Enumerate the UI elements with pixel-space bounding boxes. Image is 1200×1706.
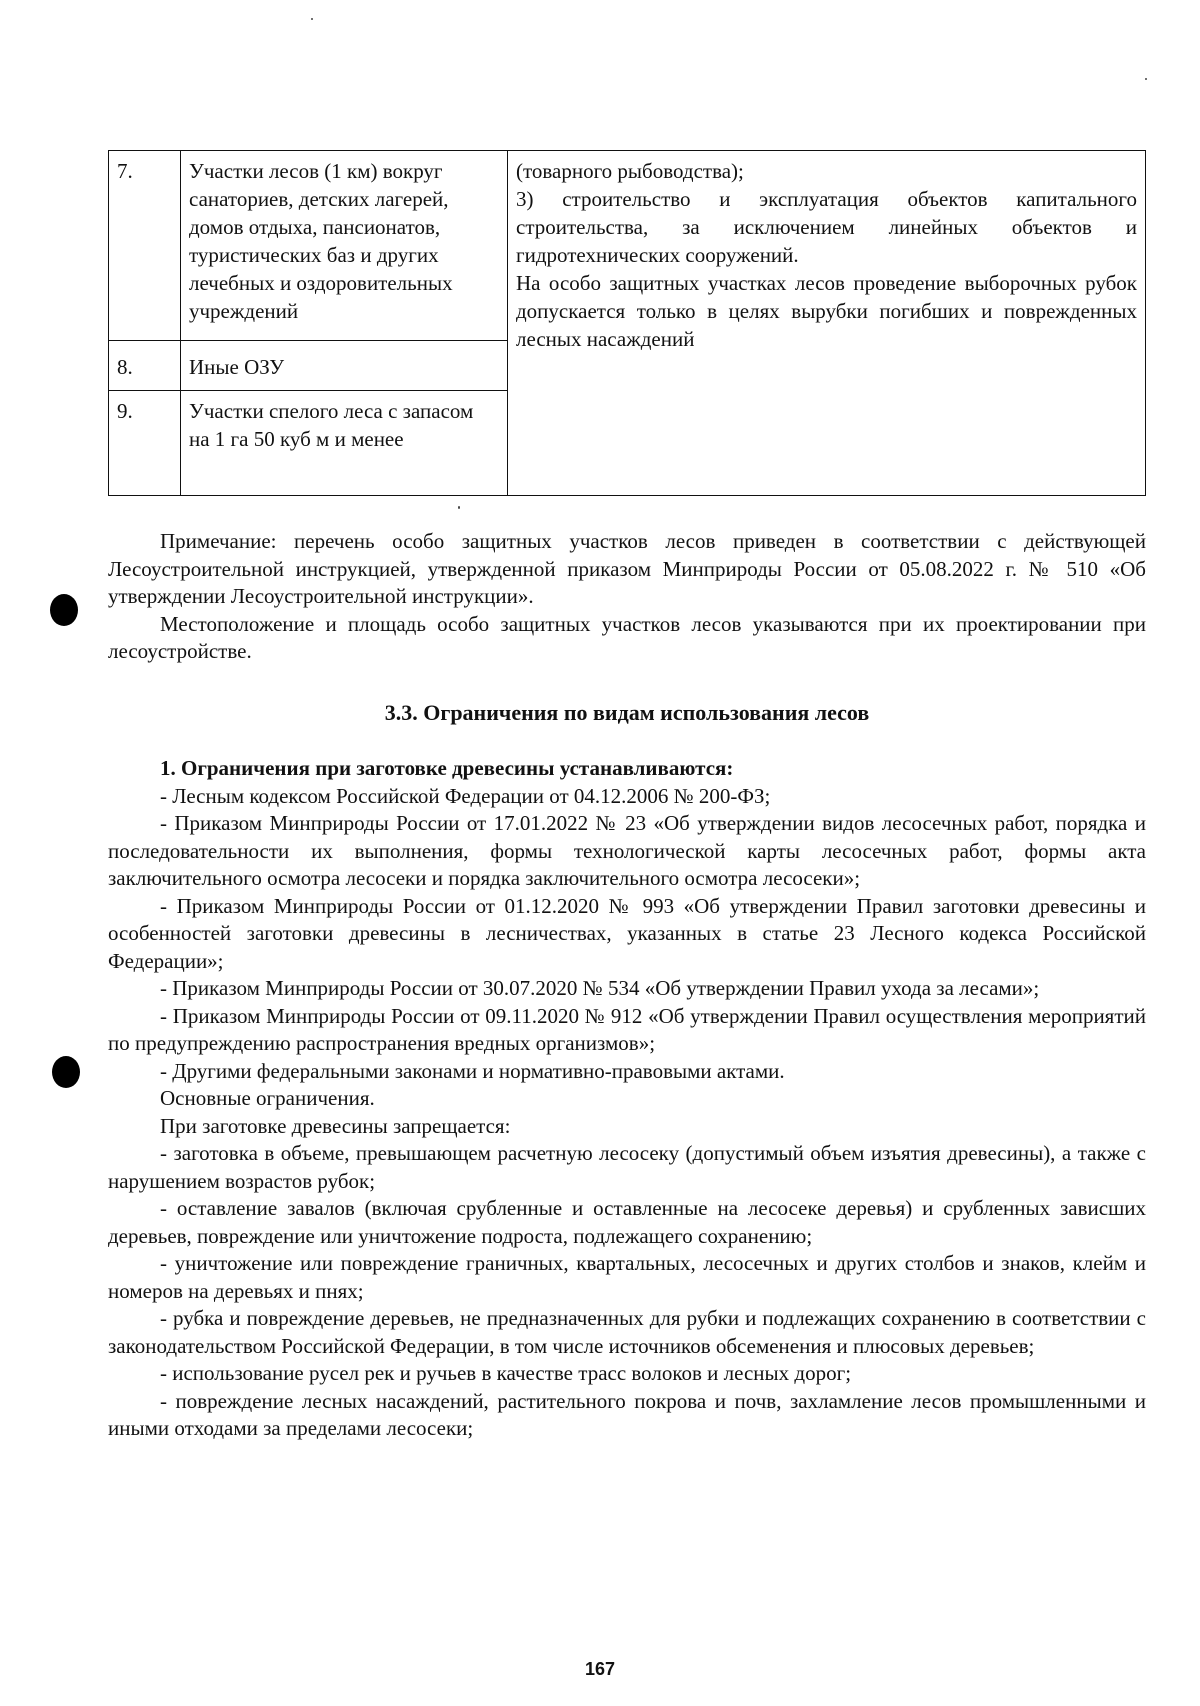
body-paragraph: - Приказом Минприроды России от 09.11.2020 № 912 «Об утверждении Правил осуществления мероприятий по предупреждению распространения вредных организмов»;	[108, 1003, 1146, 1055]
body-paragraph: - Приказом Минприроды России от 30.07.2020 № 534 «Об утверждении Правил ухода за лесами»;	[160, 976, 1040, 1000]
desc-line: На особо защитных участках лесов проведение выборочных рубок допускается только в целях вырубки погибших и поврежденных лесных насаждений	[516, 271, 1137, 351]
body-paragraph: - уничтожение или повреждение граничных, квартальных, лесосечных и других столбов и знаков, клейм и номеров на деревьях и пнях;	[108, 1251, 1146, 1303]
body-paragraph: - Лесным кодексом Российской Федерации от 04.12.2006 № 200-ФЗ;	[160, 783, 771, 808]
body-paragraph: - оставление завалов (включая срубленные и оставленные на лесосеке деревья) и срубленных зависших деревьев, повреждение или уничтожение подроста, подлежащего сохранению;	[108, 1196, 1146, 1248]
body-paragraph: - Приказом Минприроды России от 17.01.2022 № 23 «Об утверждении видов лесосечных работ, порядка и последовательности их выполнения, формы технологической карты лесосечных работ, формы акта заключительного осмотра лесосеки и порядка заключительного осмотра лесосеки»;	[108, 811, 1146, 890]
note-block	[108, 528, 1146, 666]
body-paragraph: При заготовке древесины запрещается:	[160, 1113, 511, 1138]
body-paragraph: - Другими федеральными законами и нормативно-правовыми актами.	[160, 1058, 785, 1083]
body-paragraph: - рубка и повреждение деревьев, не предназначенных для рубки и подлежащих сохранению в соответствии с законодательством Российской Федерации, в том числе источников обсеменения и плюсовых деревьев;	[108, 1306, 1146, 1358]
row-name: Участки спелого леса с запасом на 1 га 50 куб м и менее	[181, 391, 508, 496]
body-paragraph: - повреждение лесных насаждений, растительного покрова и почв, захламление лесов промышленными и иными отходами за пределами лесосеки;	[108, 1388, 1146, 1440]
section-body	[108, 755, 1146, 1443]
ozu-table	[108, 150, 1146, 496]
subsection-heading: 1. Ограничения при заготовке древесины устанавливаются:	[160, 756, 734, 780]
row-name: Участки лесов (1 км) вокруг санаториев, детских лагерей, домов отдыха, пансионатов, туристических баз и других лечебных и оздоровительных учреждений	[181, 151, 508, 341]
body-paragraph: Основные ограничения.	[160, 1086, 375, 1110]
punch-hole-mark	[52, 1056, 80, 1088]
body-paragraph: - использование русел рек и ручьев в качестве трасс волоков и лесных дорог;	[160, 1361, 852, 1385]
row-number: 9.	[109, 391, 181, 496]
body-paragraph: - заготовка в объеме, превышающем расчетную лесосеку (допустимый объем изъятия древесины), а также с нарушением возрастов рубок;	[108, 1141, 1146, 1193]
restrictions-cell	[508, 151, 1146, 496]
row-number: 8.	[109, 341, 181, 391]
desc-line: (товарного рыбоводства);	[516, 159, 744, 183]
scan-speck	[458, 506, 460, 509]
scan-speck	[311, 18, 313, 20]
table-row	[109, 151, 1146, 341]
body-paragraph: - Приказом Минприроды России от 01.12.2020 № 993 «Об утверждении Правил заготовки древесины и особенностей заготовки древесины в лесничествах, указанных в статье 23 Лесного кодекса Российской Федерации»;	[108, 893, 1146, 973]
desc-line: 3) строительство и эксплуатация объектов капитального строительства, за исключением линейных объектов и гидротехнических сооружений.	[516, 187, 1137, 267]
punch-hole-mark	[50, 594, 78, 626]
section-title: 3.3. Ограничения по видам использования лесов	[384, 700, 870, 725]
row-number: 7.	[109, 151, 181, 341]
note-paragraph: Примечание: перечень особо защитных участков лесов приведен в соответствии с действующей Лесоустроительной инструкцией, утвержденной приказом Минприроды России от 05.08.2022 г. № 510 «Об утверждении Лесоустроительной инструкции».	[108, 529, 1146, 608]
row-name: Иные ОЗУ	[181, 341, 508, 391]
scan-speck	[1145, 78, 1147, 80]
page-number: 167	[584, 1659, 616, 1679]
note-paragraph: Местоположение и площадь особо защитных участков лесов указываются при их проектировании при лесоустройстве.	[108, 611, 1146, 663]
